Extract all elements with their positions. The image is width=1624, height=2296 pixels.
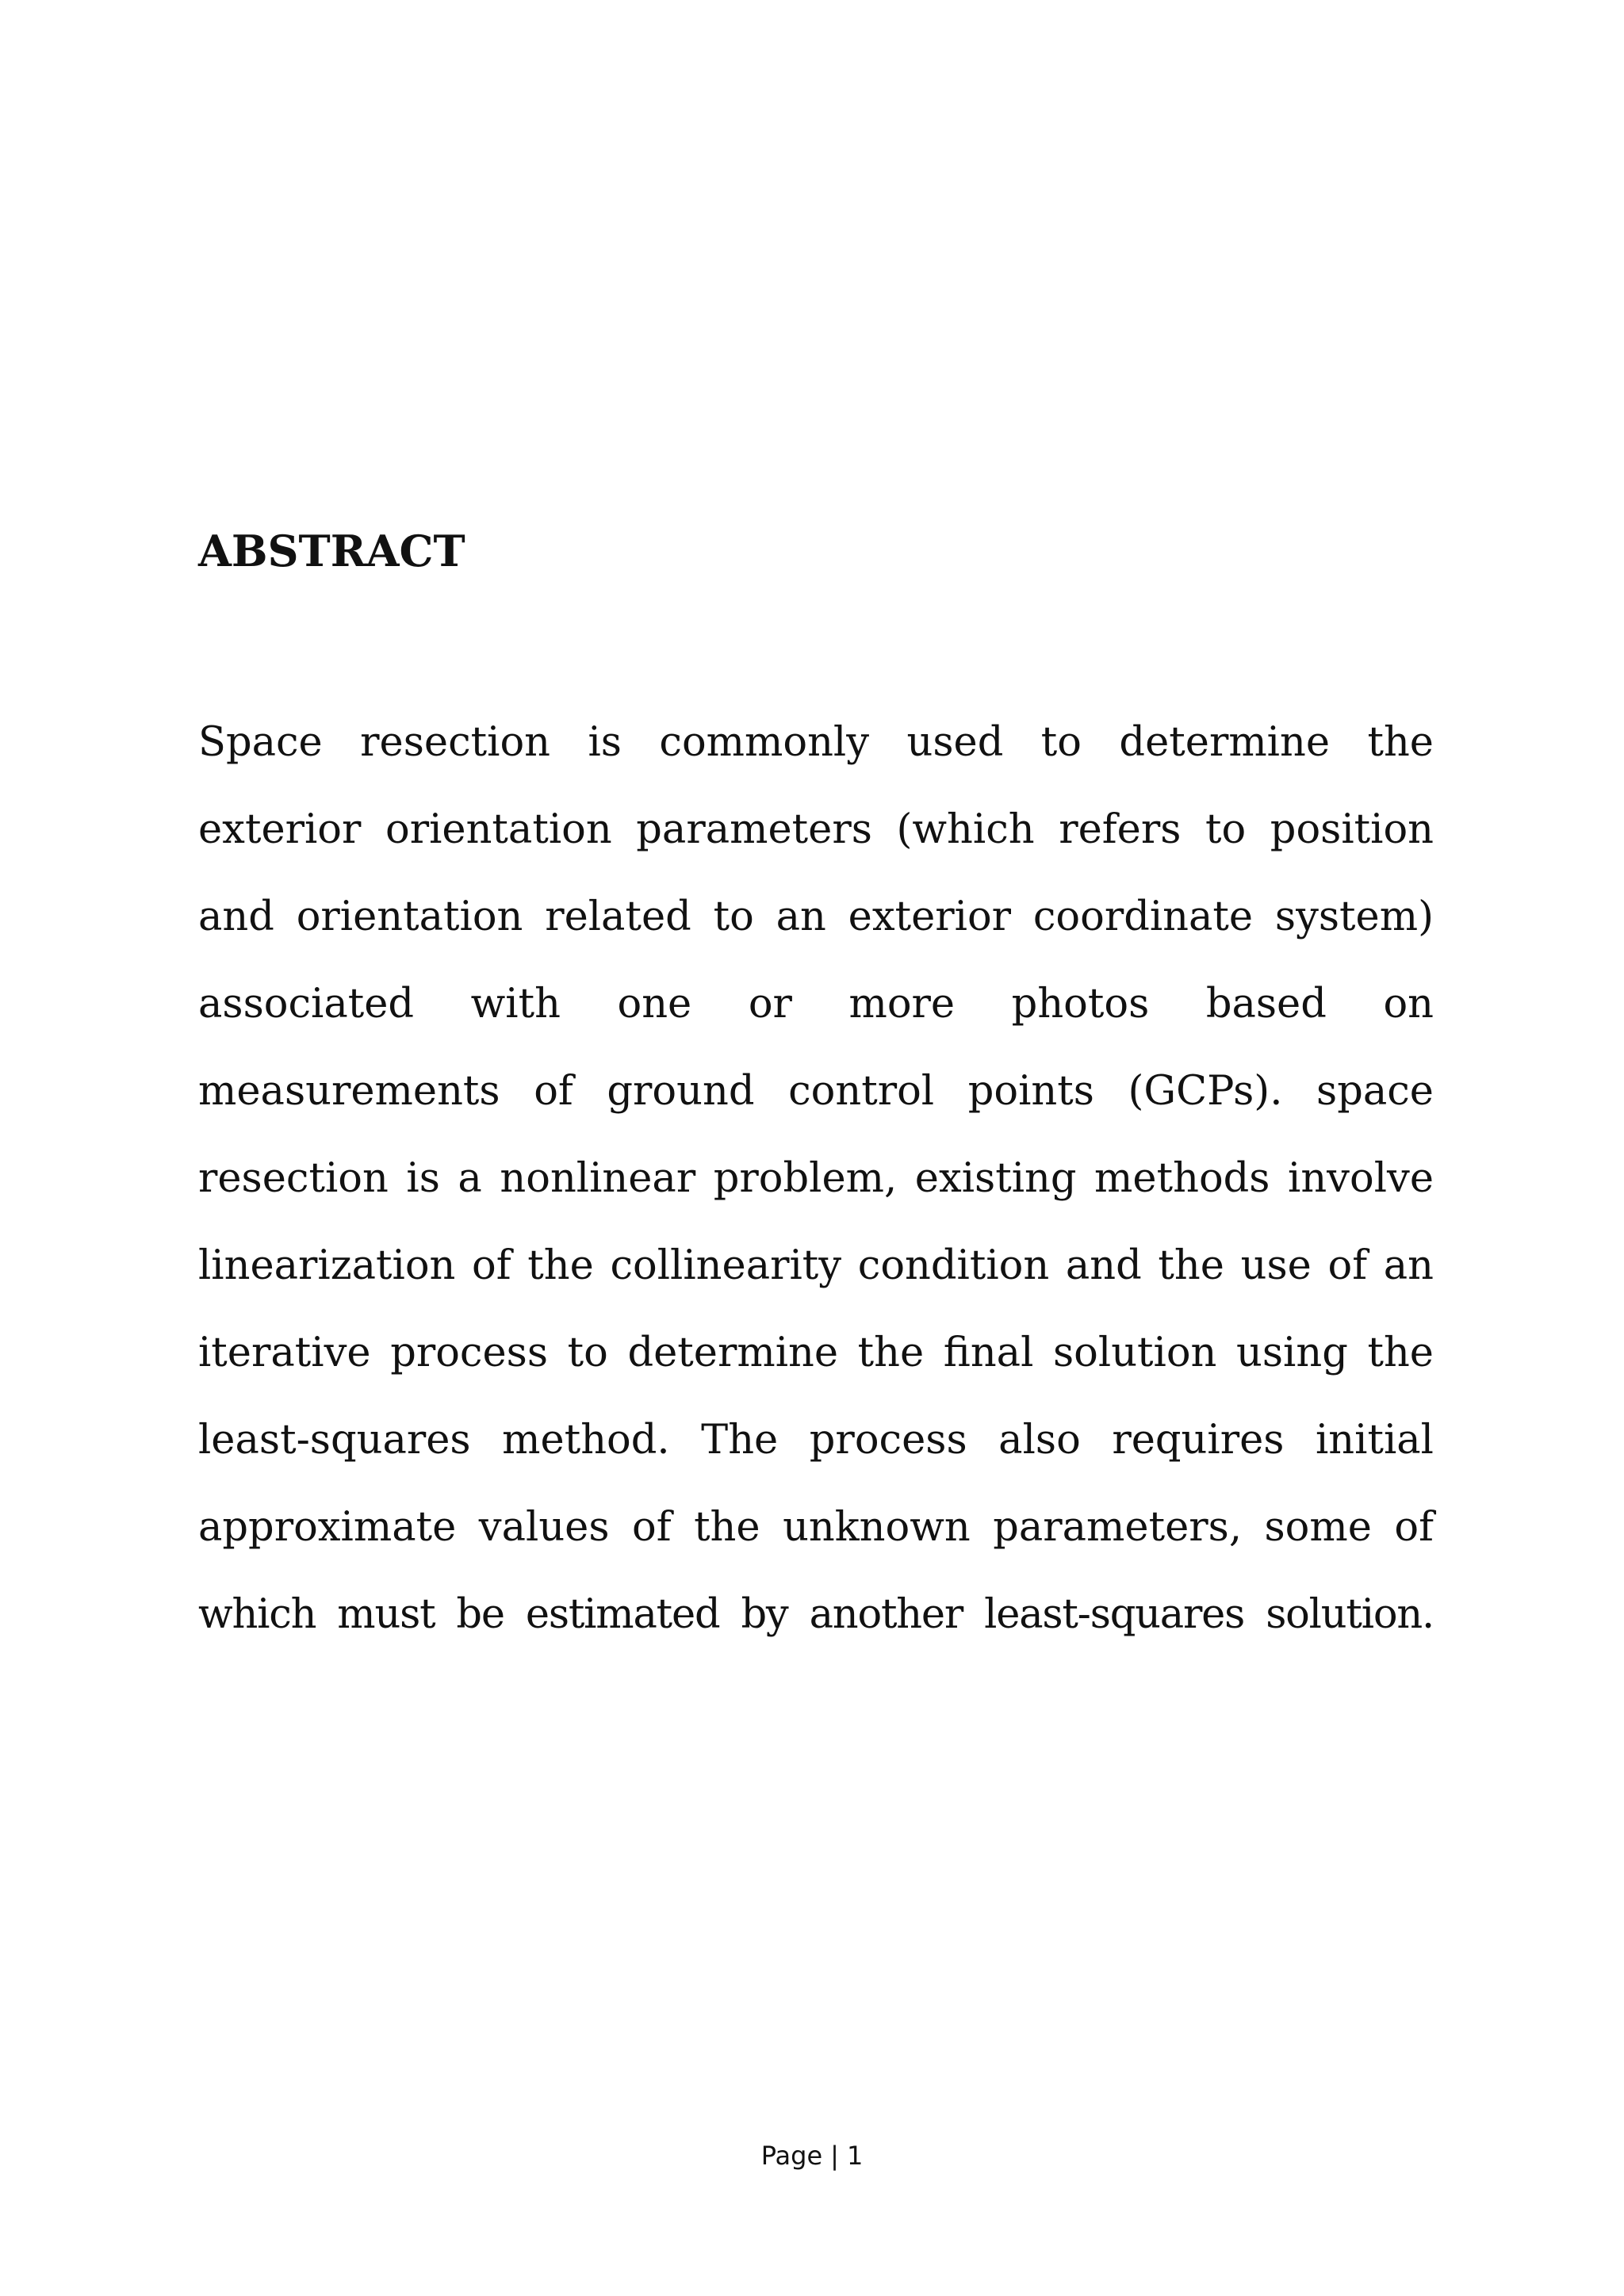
page-label: Page <box>760 2141 823 2171</box>
paragraph-line: iterative process to determine the final solution using the <box>198 1330 1434 1376</box>
abstract-heading: ABSTRACT <box>198 526 465 576</box>
paragraph-line: measurements of ground control points (GCPs). space <box>198 1068 1434 1115</box>
page-footer <box>0 2141 1624 2171</box>
paragraph-line: least-squares method. The process also requires initial <box>198 1417 1434 1464</box>
paragraph-line: linearization of the collinearity condition and the use of an <box>198 1242 1434 1289</box>
paragraph-line: and orientation related to an exterior coordinate system) <box>198 894 1434 940</box>
page-separator: | <box>830 2141 839 2171</box>
abstract-paragraph <box>198 699 1434 1659</box>
paragraph-line: exterior orientation parameters (which refers to position <box>198 806 1434 853</box>
paragraph-line: approximate values of the unknown parameters, some of <box>198 1504 1434 1551</box>
paragraph-line: associated with one or more photos based on <box>198 981 1434 1027</box>
page-number: 1 <box>846 2141 864 2171</box>
paragraph-line: resection is a nonlinear problem, existing methods involve <box>198 1155 1434 1202</box>
paragraph-line: which must be estimated by another least-squares solution. <box>198 1591 1434 1638</box>
paragraph-line: Space resection is commonly used to determine the <box>198 719 1434 766</box>
